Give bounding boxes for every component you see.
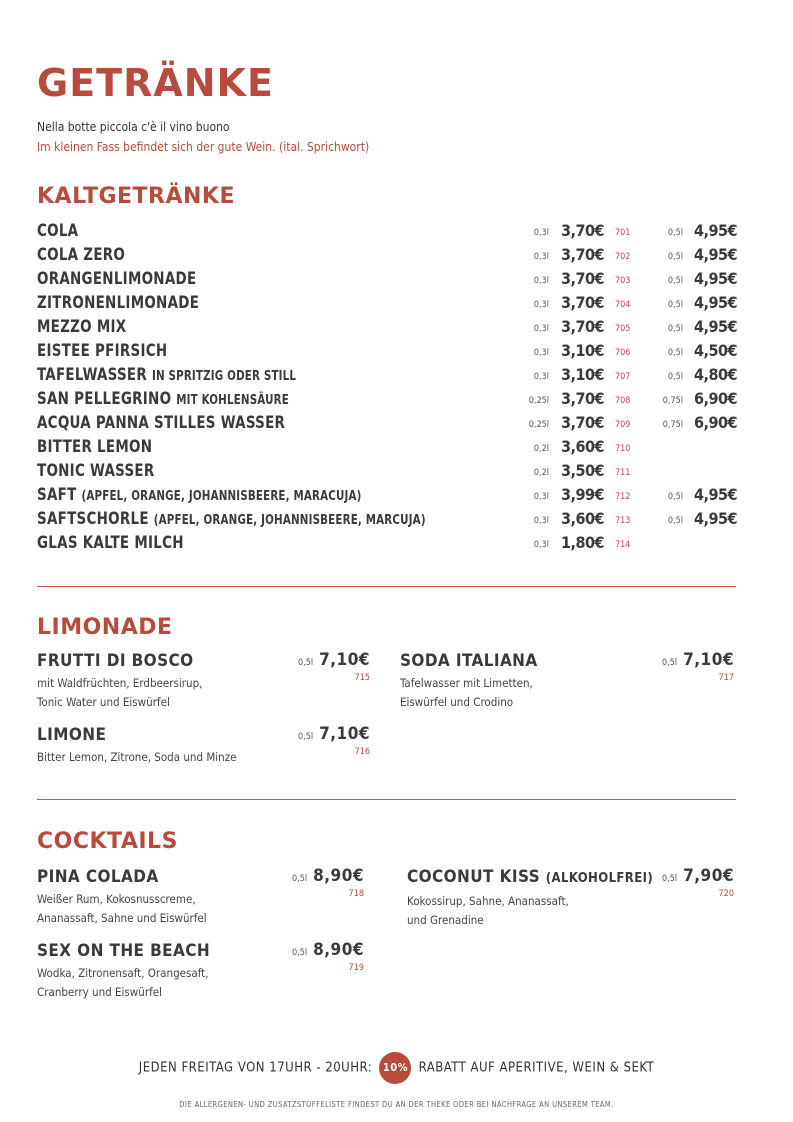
drink-price-large: 4,95€ bbox=[693, 293, 737, 312]
footer-allergen-note: DIE ALLERGENEN- UND ZUSATZSTOFFELISTE FINDEST DU AN DER THEKE ODER BEI NACHFRAGE AN UNSEREM TEAM. bbox=[179, 1100, 614, 1109]
item-description: Weißer Rum, Kokosnusscreme, Ananassaft, Sahne und Eiswürfel bbox=[37, 892, 207, 925]
drink-name: COLA bbox=[37, 221, 79, 241]
item-volume: 0,5l bbox=[661, 658, 678, 668]
drink-row bbox=[37, 484, 737, 508]
item-name: LIMONE bbox=[37, 725, 107, 745]
drink-volume-small: 0,3l bbox=[533, 540, 549, 550]
drink-volume-large: 0,75l bbox=[662, 420, 683, 430]
drink-price-small: 3,70€ bbox=[560, 221, 604, 240]
item-price: 7,10€ bbox=[319, 650, 370, 670]
drink-volume-large: 0,5l bbox=[667, 252, 683, 262]
page-title: GETRÄNKE bbox=[37, 61, 274, 105]
item-description: Kokossirup, Sahne, Ananassaft, und Grenadine bbox=[407, 894, 569, 927]
drink-price-small: 3,10€ bbox=[560, 341, 604, 360]
drink-name: MEZZO MIX bbox=[37, 317, 127, 337]
menu-item-frutti-di-bosco bbox=[37, 650, 277, 712]
drink-row bbox=[37, 292, 737, 316]
menu-item-soda-italiana bbox=[400, 650, 620, 712]
drink-number: 711 bbox=[615, 468, 631, 478]
item-name: PINA COLADA bbox=[37, 867, 159, 887]
drink-row bbox=[37, 508, 737, 532]
drink-price-large: 4,95€ bbox=[693, 245, 737, 264]
drink-number: 708 bbox=[615, 396, 631, 406]
drink-volume-small: 0,3l bbox=[533, 252, 549, 262]
drink-price-small: 3,60€ bbox=[560, 509, 604, 528]
item-price: 7,90€ bbox=[683, 866, 734, 886]
drink-number: 713 bbox=[615, 516, 631, 526]
promo-text-after: RABATT AUF APERITIVE, WEIN & SEKT bbox=[418, 1060, 655, 1076]
drink-price-small: 3,70€ bbox=[560, 413, 604, 432]
item-number: 718 bbox=[348, 889, 364, 899]
drink-row bbox=[37, 220, 737, 244]
item-price-limone bbox=[280, 724, 370, 757]
promo-text-before: JEDEN FREITAG VON 17UHR - 20UHR: bbox=[138, 1060, 373, 1076]
drink-row bbox=[37, 460, 737, 484]
drink-price-large: 4,95€ bbox=[693, 317, 737, 336]
drink-name: TAFELWASSER IN SPRITZIG ODER STILL bbox=[37, 365, 297, 385]
drink-price-large: 4,95€ bbox=[693, 269, 737, 288]
drink-row bbox=[37, 412, 737, 436]
drink-volume-small: 0,3l bbox=[533, 276, 549, 286]
item-price-frutti-di-bosco bbox=[280, 650, 370, 683]
item-number: 716 bbox=[354, 747, 370, 757]
item-description: Tafelwasser mit Limetten, Eiswürfel und Crodino bbox=[400, 676, 533, 709]
menu-item-coconut-kiss bbox=[407, 866, 654, 930]
drink-volume-large: 0,5l bbox=[667, 516, 683, 526]
drink-name: SAFTSCHORLE (APFEL, ORANGE, JOHANNISBEERE, MARCUJA) bbox=[37, 509, 426, 529]
item-name: FRUTTI DI BOSCO bbox=[37, 651, 194, 671]
drink-name: ORANGENLIMONADE bbox=[37, 269, 197, 289]
drink-row bbox=[37, 388, 737, 412]
drink-suffix: (APFEL, ORANGE, JOHANNISBEERE, MARACUJA) bbox=[81, 489, 362, 504]
drink-volume-large: 0,75l bbox=[662, 396, 683, 406]
drink-number: 705 bbox=[615, 324, 631, 334]
drink-name: SAN PELLEGRINO MIT KOHLENSÄURE bbox=[37, 389, 289, 409]
discount-badge: 10% bbox=[379, 1052, 411, 1084]
drink-name: GLAS KALTE MILCH bbox=[37, 533, 184, 553]
drink-suffix: MIT KOHLENSÄURE bbox=[176, 393, 289, 408]
item-description: mit Waldfrüchten, Erdbeersirup, Tonic Water und Eiswürfel bbox=[37, 676, 203, 709]
drink-price-small: 3,70€ bbox=[560, 245, 604, 264]
drink-volume-small: 0,3l bbox=[533, 516, 549, 526]
item-price-coconut-kiss bbox=[644, 866, 734, 899]
section-title-kaltgetraenke: KALTGETRÄNKE bbox=[37, 184, 236, 209]
subtitle-italian: Nella botte piccola c'è il vino buono bbox=[37, 120, 230, 134]
drink-volume-small: 0,3l bbox=[533, 300, 549, 310]
menu-item-sex-on-the-beach bbox=[37, 940, 277, 1002]
promo-banner bbox=[0, 1052, 793, 1084]
drink-volume-small: 0,3l bbox=[533, 348, 549, 358]
subtitle-german: Im kleinen Fass befindet sich der gute Wein. (ital. Sprichwort) bbox=[37, 140, 370, 154]
menu-item-limone bbox=[37, 724, 287, 767]
drink-number: 710 bbox=[615, 444, 631, 454]
drink-name: EISTEE PFIRSICH bbox=[37, 341, 168, 361]
drink-number: 714 bbox=[615, 540, 631, 550]
drink-volume-large: 0,5l bbox=[667, 228, 683, 238]
item-volume: 0,5l bbox=[291, 874, 308, 884]
drink-number: 709 bbox=[615, 420, 631, 430]
drink-price-small: 3,10€ bbox=[560, 365, 604, 384]
drink-name: TONIC WASSER bbox=[37, 461, 155, 481]
drink-volume-small: 0,25l bbox=[528, 420, 549, 430]
item-price: 8,90€ bbox=[313, 940, 364, 960]
drink-price-small: 3,70€ bbox=[560, 317, 604, 336]
drink-price-large: 4,95€ bbox=[693, 485, 737, 504]
item-price: 8,90€ bbox=[313, 866, 364, 886]
drink-price-small: 3,70€ bbox=[560, 269, 604, 288]
drink-volume-small: 0,3l bbox=[533, 372, 549, 382]
drink-row bbox=[37, 340, 737, 364]
item-description: Wodka, Zitronensaft, Orangesaft, Cranberry und Eiswürfel bbox=[37, 966, 209, 999]
item-volume: 0,5l bbox=[297, 732, 314, 742]
drink-number: 703 bbox=[615, 276, 631, 286]
drink-suffix: IN SPRITZIG ODER STILL bbox=[151, 369, 297, 384]
section-title-cocktails: COCKTAILS bbox=[37, 829, 178, 854]
drink-price-large: 4,50€ bbox=[693, 341, 737, 360]
drink-volume-large: 0,5l bbox=[667, 492, 683, 502]
item-name: SODA ITALIANA bbox=[400, 651, 538, 671]
drink-row bbox=[37, 316, 737, 340]
section-title-limonade: LIMONADE bbox=[37, 615, 173, 640]
drink-volume-small: 0,25l bbox=[528, 396, 549, 406]
drink-price-large: 6,90€ bbox=[693, 413, 737, 432]
drink-volume-large: 0,5l bbox=[667, 372, 683, 382]
drink-price-small: 3,99€ bbox=[560, 485, 604, 504]
drink-volume-small: 0,2l bbox=[533, 468, 549, 478]
drink-price-large: 6,90€ bbox=[693, 389, 737, 408]
drink-suffix: (APFEL, ORANGE, JOHANNISBEERE, MARCUJA) bbox=[153, 513, 426, 528]
drink-name: COLA ZERO bbox=[37, 245, 126, 265]
drink-volume-large: 0,5l bbox=[667, 276, 683, 286]
menu-item-pina-colada bbox=[37, 866, 277, 928]
drink-row bbox=[37, 436, 737, 460]
drink-price-small: 1,80€ bbox=[560, 533, 604, 552]
divider bbox=[37, 586, 736, 587]
drink-row bbox=[37, 364, 737, 388]
drink-number: 712 bbox=[615, 492, 631, 502]
drink-row bbox=[37, 244, 737, 268]
item-number: 717 bbox=[718, 673, 734, 683]
item-price-soda-italiana bbox=[644, 650, 734, 683]
item-number: 715 bbox=[354, 673, 370, 683]
drink-number: 707 bbox=[615, 372, 631, 382]
drink-name: BITTER LEMON bbox=[37, 437, 153, 457]
drink-volume-small: 0,3l bbox=[533, 324, 549, 334]
item-number: 720 bbox=[718, 889, 734, 899]
drink-name: ACQUA PANNA STILLES WASSER bbox=[37, 413, 286, 433]
drink-volume-small: 0,2l bbox=[533, 444, 549, 454]
drink-price-large: 4,80€ bbox=[693, 365, 737, 384]
drink-price-small: 3,50€ bbox=[560, 461, 604, 480]
divider bbox=[37, 799, 736, 800]
item-price-sex-on-the-beach bbox=[274, 940, 364, 973]
drink-name: ZITRONENLIMONADE bbox=[37, 293, 200, 313]
item-volume: 0,5l bbox=[297, 658, 314, 668]
drink-price-large: 4,95€ bbox=[693, 509, 737, 528]
drink-volume-large: 0,5l bbox=[667, 300, 683, 310]
drink-row bbox=[37, 268, 737, 292]
item-price: 7,10€ bbox=[319, 724, 370, 744]
drink-volume-large: 0,5l bbox=[667, 324, 683, 334]
drink-row bbox=[37, 532, 737, 556]
item-name: COCONUT KISS (ALKOHOLFREI) bbox=[407, 867, 654, 887]
item-number: 719 bbox=[348, 963, 364, 973]
drink-price-large: 4,95€ bbox=[693, 221, 737, 240]
drink-volume-small: 0,3l bbox=[533, 492, 549, 502]
drink-price-small: 3,70€ bbox=[560, 389, 604, 408]
drink-price-small: 3,60€ bbox=[560, 437, 604, 456]
drink-number: 702 bbox=[615, 252, 631, 262]
drink-number: 706 bbox=[615, 348, 631, 358]
item-volume: 0,5l bbox=[291, 948, 308, 958]
item-suffix: (ALKOHOLFREI) bbox=[545, 871, 654, 886]
item-price: 7,10€ bbox=[683, 650, 734, 670]
drink-volume-small: 0,3l bbox=[533, 228, 549, 238]
drink-volume-large: 0,5l bbox=[667, 348, 683, 358]
item-name: SEX ON THE BEACH bbox=[37, 941, 211, 961]
drink-number: 704 bbox=[615, 300, 631, 310]
item-volume: 0,5l bbox=[661, 874, 678, 884]
item-price-pina-colada bbox=[274, 866, 364, 899]
drink-number: 701 bbox=[615, 228, 631, 238]
item-description: Bitter Lemon, Zitrone, Soda und Minze bbox=[37, 750, 237, 764]
drink-price-small: 3,70€ bbox=[560, 293, 604, 312]
drink-name: SAFT (APFEL, ORANGE, JOHANNISBEERE, MARACUJA) bbox=[37, 485, 362, 505]
